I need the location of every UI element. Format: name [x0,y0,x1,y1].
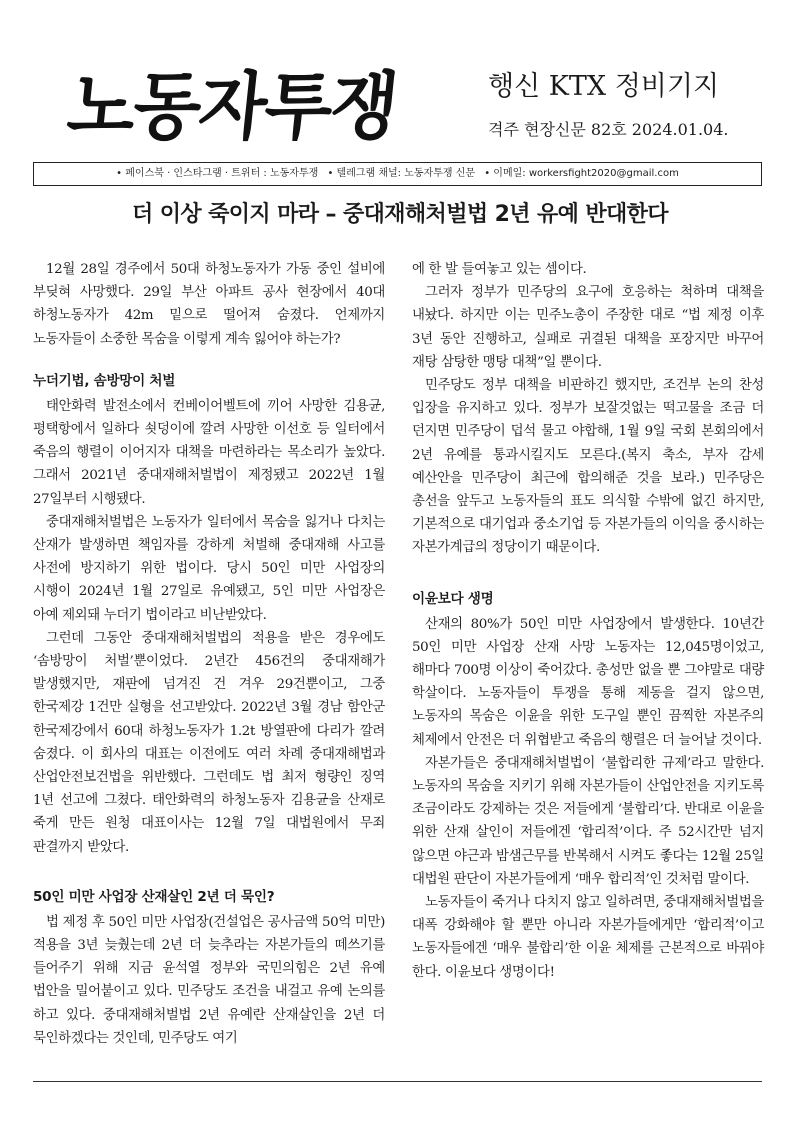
continued-paragraph: 에 한 발 들여놓고 있는 셈이다. [412,262,587,277]
sns-contact: • 페이스북 · 인스타그램 · 트위터 : 노동자투쟁 [116,168,319,179]
issue-info: 격주 현장신문 82호 2024.01.04. [488,120,729,139]
newspaper-subtitle: 행신 KTX 정비기지 [488,71,720,102]
right-column [412,258,764,984]
email-contact: • 이메일: workersfight2020@gmail.com [484,168,679,179]
section-title-patchwork-law: 누더기법, 솜방망이 처벌 [33,372,176,389]
left-column [33,258,385,1050]
body-paragraph: 그러자 정부가 민주당의 요구에 호응하는 척하며 대책을 내놨다. 하지만 이는 민주노총이 주장한 대로 “법 제정 이후 3년 동안 진행하고, 실패로 귀결된 대책을 포장지만 바꾸어 재탕 삼탕한 맹탕 대책”일 뿐이다. [412,285,764,370]
body-paragraph: 태안화력 발전소에서 컨베이어벨트에 끼어 사망한 김용균, 평택항에서 일하다 쇳덩이에 깔려 사망한 이선호 등 일터에서 죽음의 행렬이 이어지자 대책을 마련하라는 목소리가 높았다. 그래서 2021년 중대재해처벌법이 제정됐고 2022년 1월 27일부터 시행됐다. [33,398,385,507]
footer-divider [33,1081,762,1082]
article-headline: 더 이상 죽이지 마라 – 중대재해처벌법 2년 유예 반대한다 [132,202,668,227]
contact-bar [33,162,762,186]
telegram-contact: • 텔레그램 채널: 노동자투쟁 신문 [327,168,476,179]
body-paragraph: 법 제정 후 50인 미만 사업장(건설업은 공사금액 50억 미만) 적용을 3년 늦췄는데 2년 더 늦추라는 자본가들의 떼쓰기를 들어주기 위해 지금 윤석열 정부와 국민의힘은 2년 유예 법안을 밀어붙이고 있다. 민주당도 조건을 내걸고 유예 논의를 하고 있다. 중대재해처벌법 2년 유예란 산재살인을 2년 더 묵인하겠다는 것인데, 민주당도 여기 [33,914,385,1046]
newspaper-title: 노동자투쟁 [63,63,401,151]
body-paragraph: 그런데 그동안 중대재해처벌법의 적용을 받은 경우에도 ‘솜방망이 처벌’뿐이었다. 2년간 456건의 중대재해가 발생했지만, 재판에 넘겨진 건 겨우 29건뿐이고, 그중 한국제강 1건만 실형을 선고받았다. 2022년 3월 경남 함안군 한국제강에서 60대 하청노동자가 1.2t 방열판에 다리가 깔려 숨졌다. 이 회사의 대표는 이전에도 여러 차례 중대재해법과 산업안전보건법을 위반했다. 그런데도 법 최저 형량인 징역 1년 선고에 그쳤다. 태안화력의 하청노동자 김용균을 산재로 죽게 만든 원청 대표이사는 12월 7일 대법원에서 무죄 판결까지 받았다. [33,630,385,855]
body-paragraph: 중대재해처벌법은 노동자가 일터에서 목숨을 잃거나 다치는 산재가 발생하면 책임자를 강하게 처벌해 중대재해 사고를 사전에 방지하기 위한 법이다. 당시 50인 미만 사업장의 시행이 2024년 1월 27일로 유예됐고, 5인 미만 사업장은 아예 제외돼 누더기 법이라고 비난받았다. [33,514,385,623]
section-title-life-over-profit: 이윤보다 생명 [412,590,494,607]
body-paragraph: 산재의 80%가 50인 미만 사업장에서 발생한다. 10년간 50인 미만 사업장 산재 사망 노동자는 12,045명이었고, 해마다 700명 이상이 죽어갔다. 총성만 없을 뿐 그야말로 대량 학살이다. 노동자들이 투쟁을 통해 제동을 걸지 않으면, 노동자의 목숨은 이윤을 위한 도구일 뿐인 끔찍한 자본주의 체제에서 안전은 더 위협받고 죽음의 행렬은 더 늘어날 것이다. [412,616,764,748]
intro-paragraph: 12월 28일 경주에서 50대 하청노동자가 가동 중인 설비에 부딪혀 사망했다. 29일 부산 아파트 공사 현장에서 40대 하청노동자가 42m 밑으로 떨어져 숨졌다. 언제까지 노동자들이 소중한 목숨을 이렇게 계속 잃어야 하는가? [33,262,385,347]
body-paragraph: 노동자들이 죽거나 다치지 않고 일하려면, 중대재해처벌법을 대폭 강화해야 할 뿐만 아니라 자본가들에게만 ‘합리적’이고 노동자들에겐 ‘매우 불합리’한 이윤 체제를 근본적으로 바꿔야 한다. 이윤보다 생명이다! [412,895,764,980]
body-paragraph: 민주당도 정부 대책을 비판하긴 했지만, 조건부 논의 찬성 입장을 유지하고 있다. 정부가 보잘것없는 떡고물을 조금 더 던지면 민주당이 덥석 물고 야합해, 1월 9일 국회 본회의에서 2년 유예를 통과시킬지도 모른다.(복지 축소, 부자 감세 예산안을 민주당이 최근에 합의해준 것을 보라.) 민주당은 총선을 앞두고 노동자들의 표도 의식할 수밖에 없긴 하지만, 기본적으로 대기업과 중소기업 등 자본가들의 이익을 중시하는 자본가계급의 정당이기 때문이다. [412,378,764,556]
section-title-under-50: 50인 미만 사업장 산재살인 2년 더 묵인? [33,888,275,905]
body-paragraph: 자본가들은 중대재해처벌법이 ‘불합리한 규제’라고 말한다. 노동자의 목숨을 지키기 위해 자본가들이 산업안전을 지키도록 조금이라도 강제하는 것은 저들에게 ‘불합리’다. 반대로 이윤을 위한 산재 살인이 저들에겐 ‘합리적’이다. 주 52시간만 넘지 않으면 야근과 밤샘근무를 반복해서 시켜도 좋다는 12월 25일 대법원 판단이 자본가들에게 ‘매우 합리적’인 것처럼 말이다. [412,755,764,887]
